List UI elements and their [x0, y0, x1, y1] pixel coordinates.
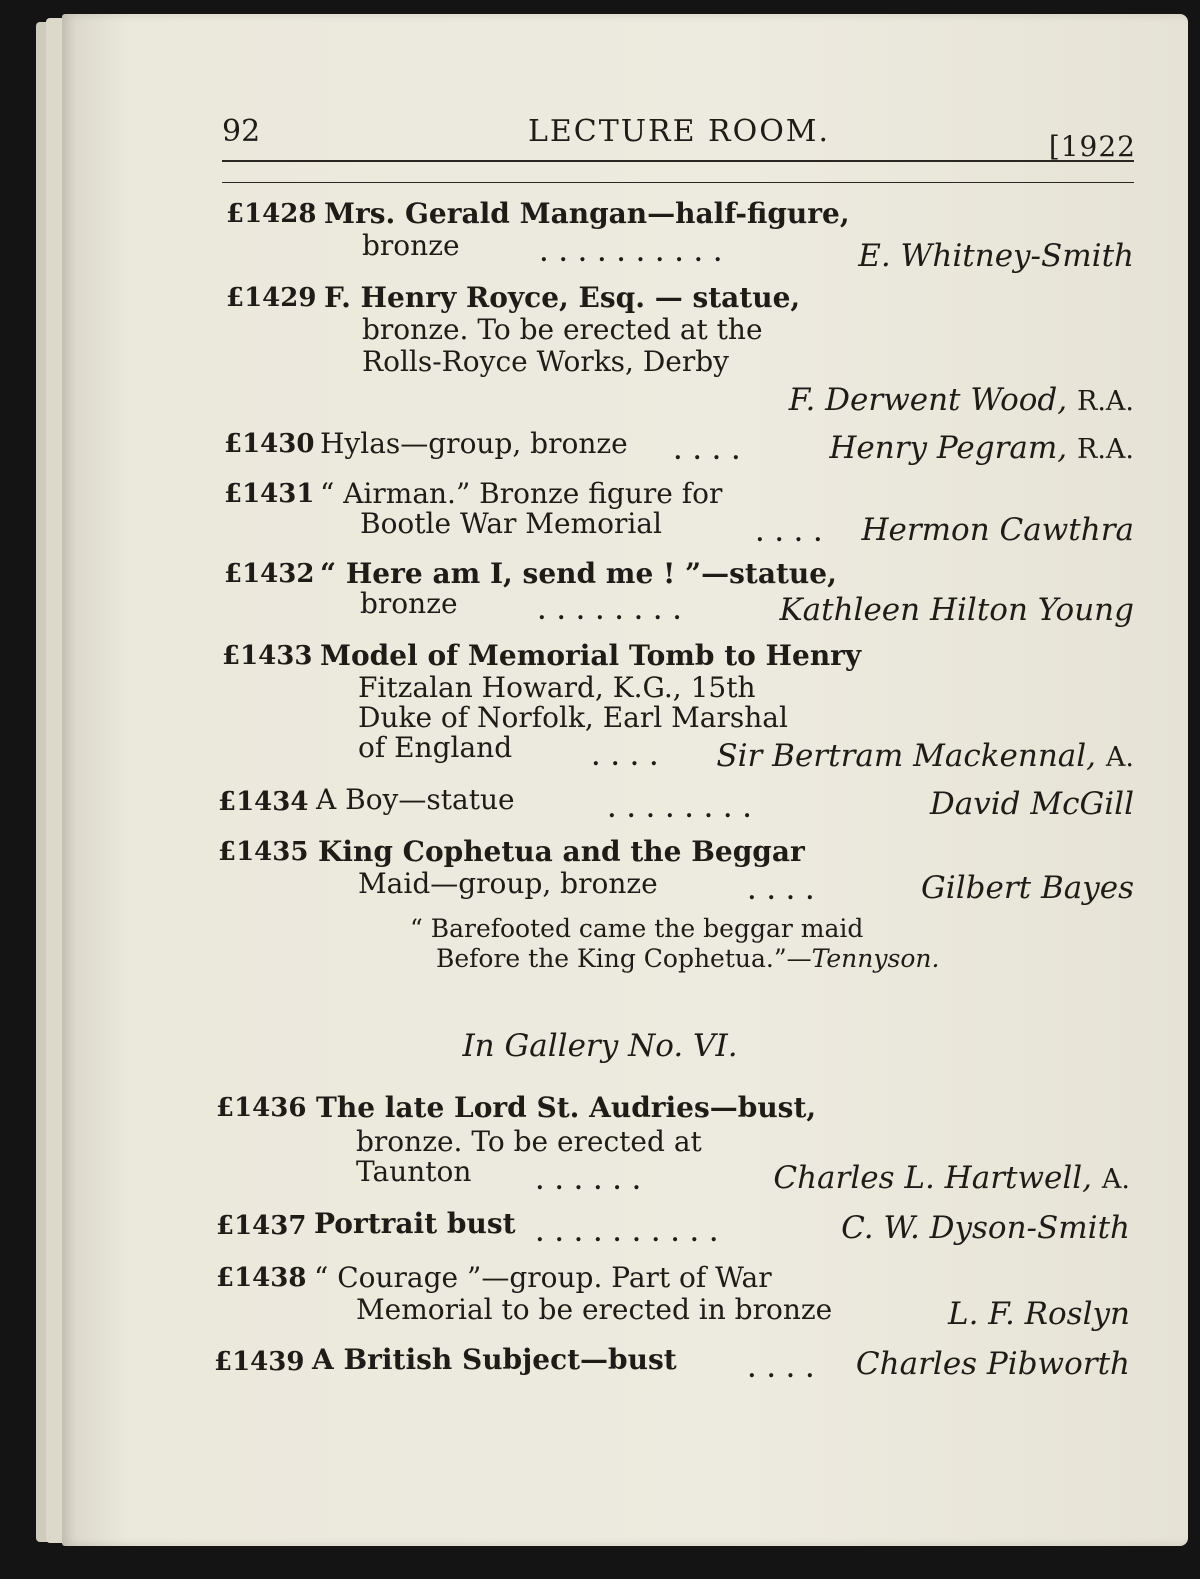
entry-description: Model of Memorial Tomb to Henry — [320, 639, 862, 672]
leader-dots: . . . . . . . . . . — [540, 241, 724, 267]
entry-description: F. Henry Royce, Esq. — statue, — [324, 281, 801, 314]
artist-name: Gilbert Bayes — [921, 870, 1134, 906]
quotation-line: Before the King Cophetua.”—Tennyson. — [436, 944, 940, 973]
entry-description: Fitzalan Howard, K.G., 15th — [358, 671, 756, 704]
entry-number: £1431 — [224, 479, 315, 509]
entry-number: £1439 — [214, 1347, 305, 1377]
entry-number: £1428 — [226, 199, 317, 229]
leader-dots: . . . . — [592, 745, 660, 771]
entry-number: £1435 — [218, 837, 309, 867]
leader-dots: . . . . — [748, 879, 816, 905]
page-title: LECTURE ROOM. — [527, 114, 831, 149]
entry-number: £1429 — [226, 283, 317, 313]
artist-name: Henry Pegram, R.A. — [829, 430, 1134, 466]
entry-description: A British Subject—bust — [312, 1343, 677, 1376]
entry-number: £1432 — [224, 559, 315, 589]
entry-description: Rolls-Royce Works, Derby — [362, 345, 729, 378]
entry-description: Portrait bust — [314, 1207, 516, 1240]
artist-name: L. F. Roslyn — [948, 1296, 1130, 1332]
entry-description: bronze — [362, 229, 460, 262]
year-marker: [1922 — [1048, 130, 1136, 163]
quotation-line: “ Barefooted came the beggar maid — [410, 914, 864, 943]
entry-description: Taunton — [356, 1155, 472, 1188]
entry-description: Hylas—group, bronze — [320, 427, 628, 460]
entry-description: Memorial to be erected in bronze — [356, 1293, 833, 1326]
leader-dots: . . . . . . . . — [608, 797, 753, 823]
entry-description: Duke of Norfolk, Earl Marshal — [358, 701, 788, 734]
entry-number: £1430 — [224, 429, 315, 459]
entry-description: bronze. To be erected at — [356, 1125, 702, 1158]
leader-dots: . . . . — [756, 521, 824, 547]
header-rule-top — [222, 160, 1134, 162]
entry-number: £1434 — [218, 787, 309, 817]
entry-description: bronze — [360, 587, 458, 620]
leader-dots: . . . . . . — [536, 1169, 643, 1195]
artist-name: Charles Pibworth — [855, 1346, 1130, 1382]
entry-description: of England — [358, 731, 513, 764]
artist-name: C. W. Dyson-Smith — [841, 1210, 1130, 1246]
page-number: 92 — [222, 114, 261, 149]
running-header — [222, 112, 1136, 162]
artist-name: E. Whitney-Smith — [858, 238, 1134, 274]
entry-description: “ Courage ”—group. Part of War — [314, 1261, 772, 1294]
leader-dots: . . . . — [748, 1357, 816, 1383]
leader-dots: . . . . . . . . — [538, 599, 683, 625]
entry-description: The late Lord St. Audries—bust, — [316, 1091, 817, 1124]
gallery-heading: In Gallery No. VI. — [462, 1028, 738, 1064]
entry-description: “ Here am I, send me ! ”—statue, — [320, 557, 837, 590]
entry-number: £1436 — [216, 1093, 307, 1123]
header-rule-bottom — [222, 182, 1134, 183]
artist-name: F. Derwent Wood, R.A. — [788, 382, 1134, 418]
entry-number: £1438 — [216, 1263, 307, 1293]
entry-description: bronze. To be erected at the — [362, 313, 763, 346]
artist-name: David McGill — [929, 786, 1134, 822]
leader-dots: . . . . . . . . . . — [536, 1221, 720, 1247]
entry-number: £1437 — [216, 1211, 307, 1241]
artist-name: Kathleen Hilton Young — [779, 592, 1134, 628]
entry-description: King Cophetua and the Beggar — [318, 835, 805, 868]
artist-name: Hermon Cawthra — [861, 512, 1134, 548]
entry-description: Mrs. Gerald Mangan—half-figure, — [324, 197, 850, 230]
entry-description: A Boy—statue — [316, 783, 515, 816]
entry-description: Maid—group, bronze — [358, 867, 658, 900]
entry-description: Bootle War Memorial — [360, 507, 662, 540]
quotation-attribution: Tennyson. — [811, 944, 940, 973]
artist-name: Charles L. Hartwell, A. — [773, 1160, 1130, 1196]
leader-dots: . . . . — [674, 439, 742, 465]
artist-name: Sir Bertram Mackennal, A. — [716, 738, 1134, 774]
entry-description: “ Airman.” Bronze figure for — [320, 477, 723, 510]
entry-number: £1433 — [222, 641, 313, 671]
